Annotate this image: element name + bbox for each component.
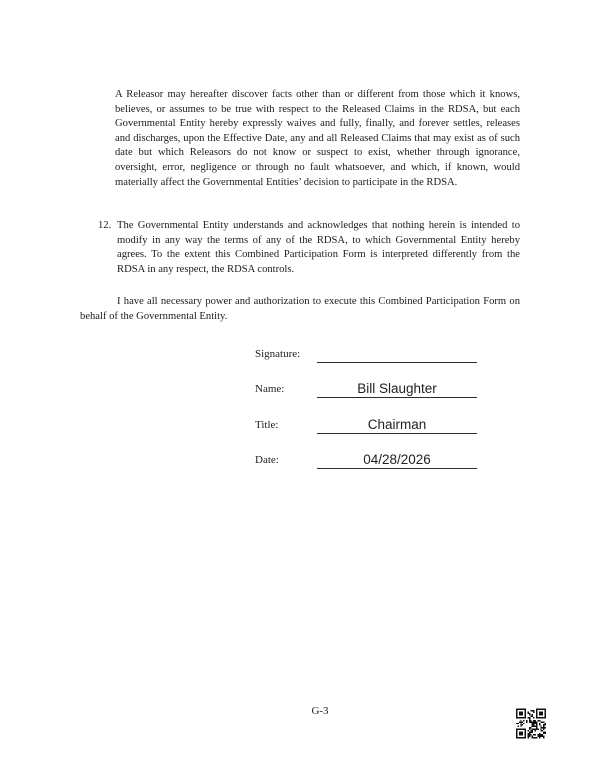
title-label: Title:	[255, 419, 279, 431]
date-label: Date:	[255, 454, 279, 466]
paragraph-releasor: A Releasor may hereafter discover facts other than or different from those which it knows, believes, or assumes to be true with respect to the Released Claims in the RDSA, but each Governmental Entity hereby expressly waives and fully, finally, and forever settles, releases and discharges, upon the Effective Date, any and all Released Claims that may exist as of such date but which Releasors do not know or suspect to exist, whether through ignorance, oversight, error, negligence or through no fault whatsoever, and which, if known, would materially affect the Governmental Entities’ decision to participate in the RDSA.	[115, 89, 520, 188]
list-number-12: 12.	[98, 220, 112, 231]
item-12-text: The Governmental Entity understands and acknowledges that nothing herein is intended to modify in any way the terms of any of the RDSA, to which Governmental Entity hereby agrees. To the extent this Combined Participation Form is interpreted differently from the RDSA in any respect, the RDSA controls.	[117, 220, 520, 275]
page-number: G-3	[311, 705, 329, 717]
name-field[interactable]: Bill Slaughter	[317, 378, 477, 398]
qr-code-icon	[516, 708, 546, 739]
signature-row	[255, 341, 480, 363]
signature-label: Signature:	[255, 348, 301, 360]
name-row	[255, 376, 480, 398]
date-row	[255, 447, 480, 469]
signature-field[interactable]	[317, 343, 477, 363]
date-field[interactable]: 04/28/2026	[317, 449, 477, 469]
title-row	[255, 412, 480, 434]
name-label: Name:	[255, 383, 285, 395]
title-field[interactable]: Chairman	[317, 414, 477, 434]
list-item-12	[98, 219, 520, 277]
closing-paragraph: I have all necessary power and authorization to execute this Combined Participation Form on behalf of the Governmental Entity.	[80, 296, 520, 322]
